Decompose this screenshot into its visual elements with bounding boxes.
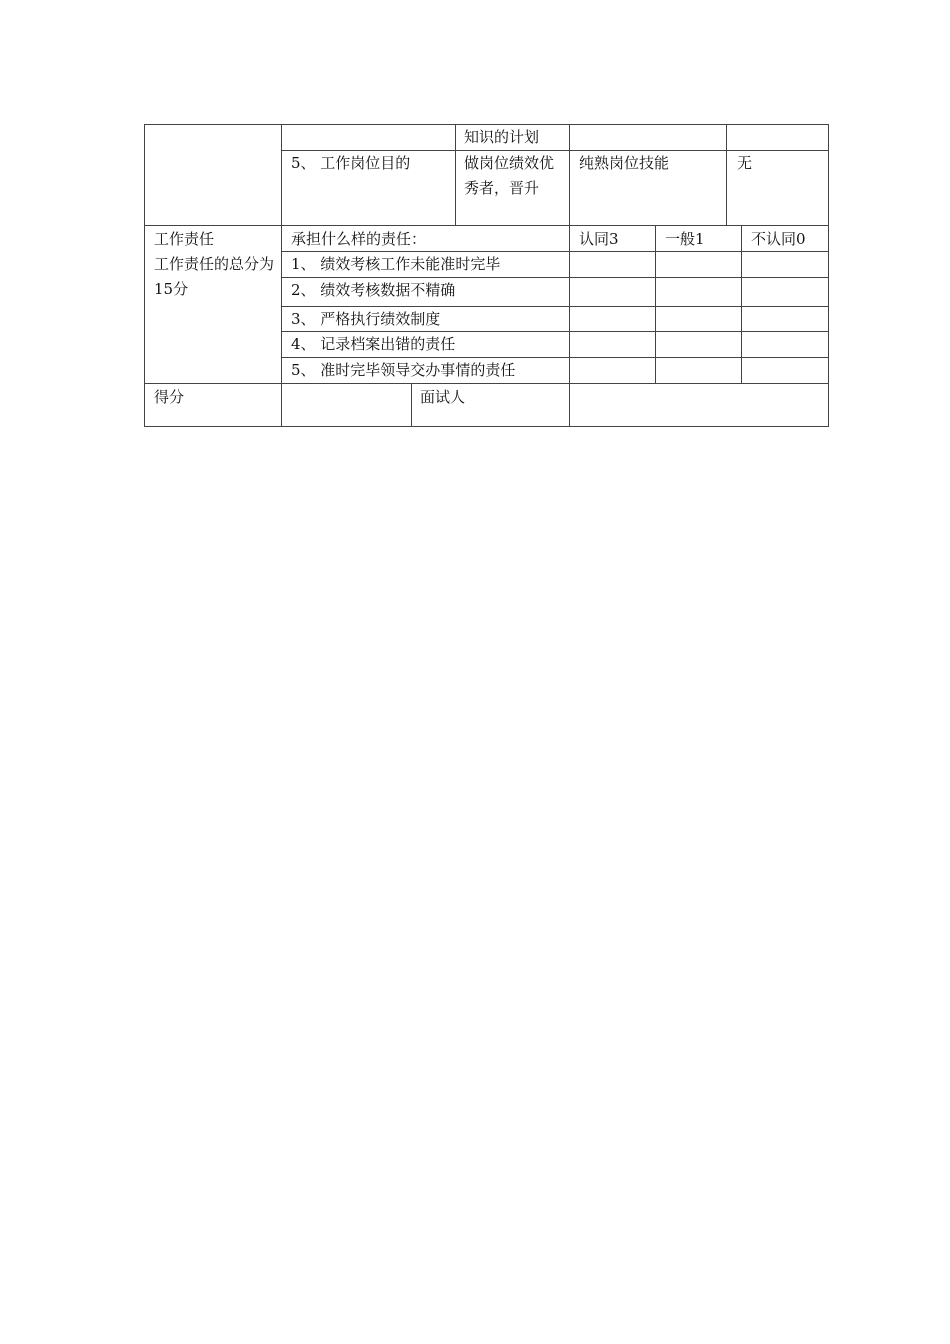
column-divider: [655, 225, 656, 384]
option-neutral: 一般1: [665, 230, 705, 248]
table-border-bottom: [144, 426, 829, 427]
responsibility-item: 1、 绩效考核工作未能准时完毕: [291, 255, 501, 273]
column-divider: [569, 124, 570, 427]
column-divider: [455, 124, 456, 226]
job-goal-detail: 做岗位绩效优秀者，晋升: [464, 154, 555, 197]
job-goal-none-text: 无: [737, 154, 753, 172]
table-border-left: [144, 124, 145, 427]
responsibility-score-note: 工作责任的总分为15分: [154, 255, 275, 298]
job-goal-label: 5、 工作岗位目的: [291, 154, 411, 172]
responsibility-item: 4、 记录档案出错的责任: [291, 335, 456, 353]
job-skill-text: 纯熟岗位技能: [579, 154, 670, 172]
row-divider: [144, 383, 829, 384]
evaluation-table: [144, 124, 829, 427]
option-disagree: 不认同0: [751, 230, 806, 248]
responsibility-item: 2、 绩效考核数据不精确: [291, 281, 456, 299]
responsibility-item: 3、 严格执行绩效制度: [291, 310, 441, 328]
column-divider: [281, 124, 282, 427]
responsibility-title: 工作责任: [154, 230, 215, 248]
option-agree: 认同3: [579, 230, 619, 248]
interviewer-label: 面试人: [420, 388, 466, 406]
column-divider: [741, 225, 742, 384]
column-divider: [726, 124, 727, 226]
responsibility-item: 5、 准时完毕领导交办事情的责任: [291, 361, 516, 379]
table-border-right: [828, 124, 829, 427]
responsibility-question: 承担什么样的责任：: [291, 230, 427, 248]
score-label: 得分: [154, 388, 185, 406]
knowledge-plan-text: 知识的计划: [464, 128, 540, 146]
column-divider: [411, 383, 412, 427]
